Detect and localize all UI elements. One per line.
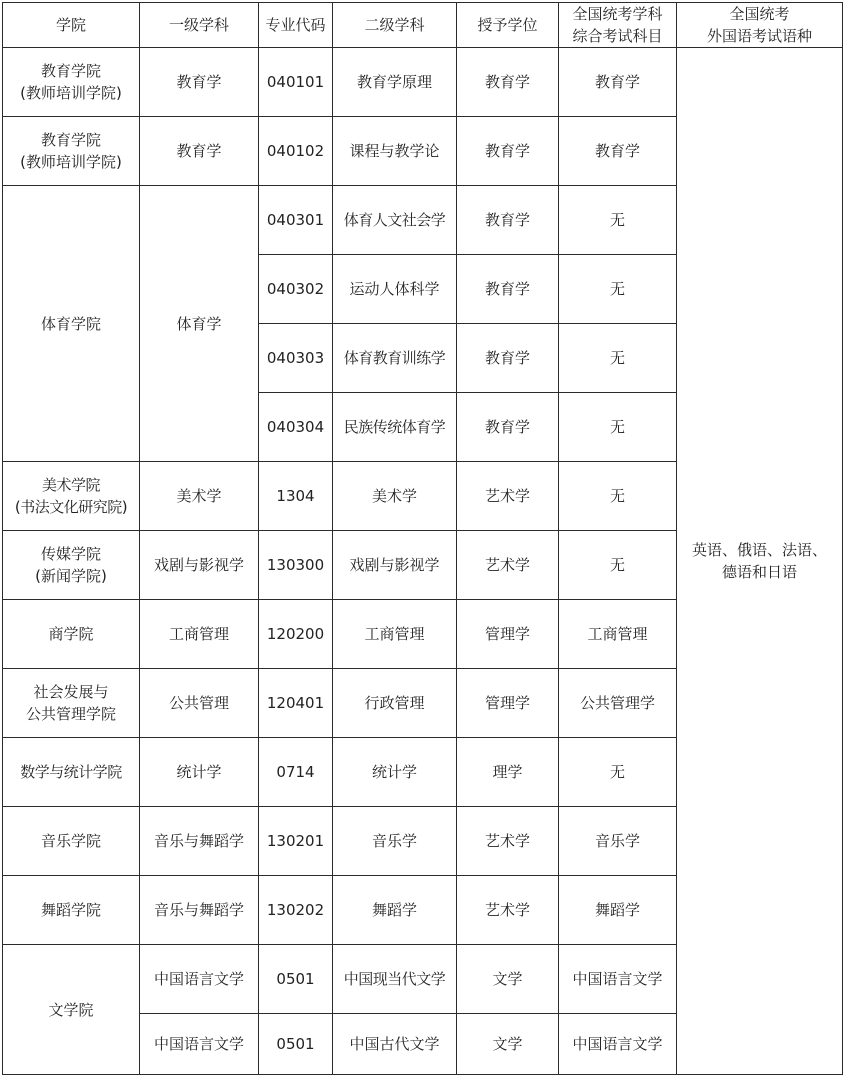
exam-cell: 音乐学: [559, 807, 677, 876]
exam-cell: 教育学: [559, 48, 677, 117]
degree-cell: 教育学: [457, 324, 559, 393]
degree-cell: 教育学: [457, 255, 559, 324]
code-cell: 040102: [259, 117, 333, 186]
header-exam-subject: 全国统考学科 综合考试科目: [559, 3, 677, 48]
degree-cell: 艺术学: [457, 807, 559, 876]
code-cell: 120200: [259, 600, 333, 669]
second-discipline-cell: 音乐学: [333, 807, 457, 876]
exam-cell: 无: [559, 462, 677, 531]
college-cell: 音乐学院: [3, 807, 140, 876]
second-discipline-cell: 工商管理: [333, 600, 457, 669]
first-discipline-cell: 音乐与舞蹈学: [140, 876, 259, 945]
degree-cell: 文学: [457, 945, 559, 1014]
header-second-discipline: 二级学科: [333, 3, 457, 48]
first-discipline-cell: 音乐与舞蹈学: [140, 807, 259, 876]
exam-cell: 公共管理学: [559, 669, 677, 738]
college-cell: 文学院: [3, 945, 140, 1075]
code-cell: 120401: [259, 669, 333, 738]
second-discipline-cell: 课程与教学论: [333, 117, 457, 186]
first-discipline-cell: 统计学: [140, 738, 259, 807]
code-cell: 130300: [259, 531, 333, 600]
second-discipline-cell: 美术学: [333, 462, 457, 531]
code-cell: 040304: [259, 393, 333, 462]
header-row: [3, 3, 843, 48]
language-cell: 英语、俄语、法语、 德语和日语: [677, 48, 843, 1075]
college-cell: 教育学院 (教师培训学院): [3, 117, 140, 186]
code-cell: 0501: [259, 1014, 333, 1075]
degree-cell: 教育学: [457, 186, 559, 255]
degree-cell: 艺术学: [457, 531, 559, 600]
code-cell: 130201: [259, 807, 333, 876]
college-cell: 传媒学院 (新闻学院): [3, 531, 140, 600]
degree-cell: 管理学: [457, 600, 559, 669]
code-cell: 040101: [259, 48, 333, 117]
first-discipline-cell: 体育学: [140, 186, 259, 462]
second-discipline-cell: 统计学: [333, 738, 457, 807]
header-major-code: 专业代码: [259, 3, 333, 48]
first-discipline-cell: 教育学: [140, 48, 259, 117]
first-discipline-cell: 中国语言文学: [140, 945, 259, 1014]
exam-cell: 工商管理: [559, 600, 677, 669]
exam-cell: 无: [559, 324, 677, 393]
code-cell: 1304: [259, 462, 333, 531]
first-discipline-cell: 教育学: [140, 117, 259, 186]
college-cell: 舞蹈学院: [3, 876, 140, 945]
table-row: [3, 48, 843, 117]
second-discipline-cell: 体育人文社会学: [333, 186, 457, 255]
first-discipline-cell: 工商管理: [140, 600, 259, 669]
first-discipline-cell: 美术学: [140, 462, 259, 531]
degree-cell: 管理学: [457, 669, 559, 738]
exam-cell: 中国语言文学: [559, 945, 677, 1014]
exam-cell: 舞蹈学: [559, 876, 677, 945]
second-discipline-cell: 行政管理: [333, 669, 457, 738]
code-cell: 0501: [259, 945, 333, 1014]
second-discipline-cell: 舞蹈学: [333, 876, 457, 945]
first-discipline-cell: 戏剧与影视学: [140, 531, 259, 600]
code-cell: 0714: [259, 738, 333, 807]
college-cell: 美术学院 (书法文化研究院): [3, 462, 140, 531]
first-discipline-cell: 公共管理: [140, 669, 259, 738]
second-discipline-cell: 民族传统体育学: [333, 393, 457, 462]
college-cell: 体育学院: [3, 186, 140, 462]
degree-cell: 艺术学: [457, 876, 559, 945]
second-discipline-cell: 中国古代文学: [333, 1014, 457, 1075]
code-cell: 130202: [259, 876, 333, 945]
degree-cell: 艺术学: [457, 462, 559, 531]
exam-cell: 中国语言文学: [559, 1014, 677, 1075]
second-discipline-cell: 教育学原理: [333, 48, 457, 117]
second-discipline-cell: 中国现当代文学: [333, 945, 457, 1014]
degree-cell: 理学: [457, 738, 559, 807]
degree-cell: 教育学: [457, 393, 559, 462]
second-discipline-cell: 戏剧与影视学: [333, 531, 457, 600]
code-cell: 040301: [259, 186, 333, 255]
college-cell: 社会发展与 公共管理学院: [3, 669, 140, 738]
admissions-table: [2, 2, 843, 1075]
exam-cell: 无: [559, 186, 677, 255]
code-cell: 040302: [259, 255, 333, 324]
college-cell: 数学与统计学院: [3, 738, 140, 807]
second-discipline-cell: 体育教育训练学: [333, 324, 457, 393]
header-college: 学院: [3, 3, 140, 48]
degree-cell: 文学: [457, 1014, 559, 1075]
degree-cell: 教育学: [457, 117, 559, 186]
college-cell: 商学院: [3, 600, 140, 669]
college-cell: 教育学院 (教师培训学院): [3, 48, 140, 117]
exam-cell: 教育学: [559, 117, 677, 186]
exam-cell: 无: [559, 255, 677, 324]
header-language: 全国统考 外国语考试语种: [677, 3, 843, 48]
header-first-discipline: 一级学科: [140, 3, 259, 48]
header-degree: 授予学位: [457, 3, 559, 48]
degree-cell: 教育学: [457, 48, 559, 117]
exam-cell: 无: [559, 393, 677, 462]
exam-cell: 无: [559, 531, 677, 600]
code-cell: 040303: [259, 324, 333, 393]
second-discipline-cell: 运动人体科学: [333, 255, 457, 324]
first-discipline-cell: 中国语言文学: [140, 1014, 259, 1075]
exam-cell: 无: [559, 738, 677, 807]
